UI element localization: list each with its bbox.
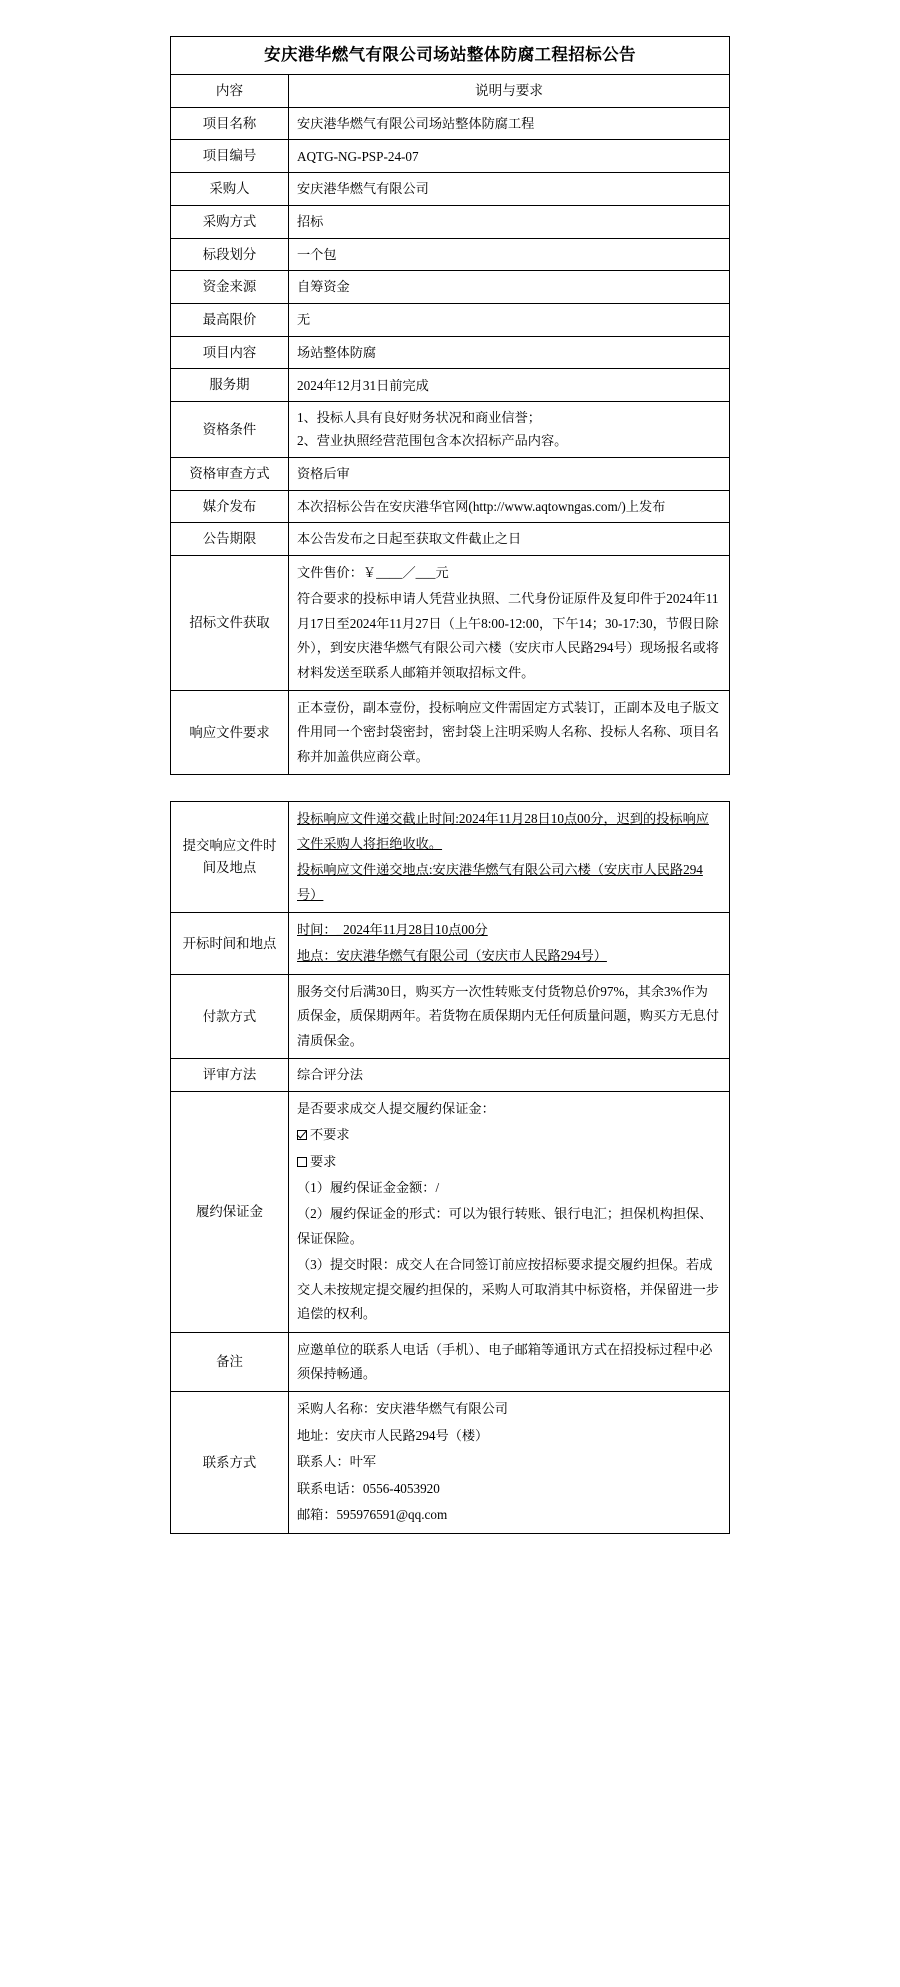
row-label: 采购方式 — [171, 205, 289, 238]
row-value — [289, 1332, 730, 1392]
row-value — [289, 802, 730, 913]
value-line: 应邀单位的联系人电话（手机）、电子邮箱等通讯方式在招投标过程中必须保持畅通。 — [297, 1341, 713, 1382]
row-value — [289, 402, 730, 458]
row-value — [289, 974, 730, 1058]
row-label: 开标时间和地点 — [171, 912, 289, 974]
row-label: 公告期限 — [171, 523, 289, 556]
table-row — [171, 912, 730, 974]
row-label: 联系方式 — [171, 1392, 289, 1533]
row-value: 自筹资金 — [289, 271, 730, 304]
announcement-table-part1 — [170, 36, 730, 775]
value-line — [297, 807, 721, 856]
value-line: （1）履约保证金金额：/ — [297, 1180, 440, 1196]
underlined-text: 地点：安庆港华燃气有限公司（安庆市人民路294号） — [297, 948, 607, 964]
table-header-row — [171, 74, 730, 107]
row-label: 提交响应文件时间及地点 — [171, 802, 289, 913]
row-value: 安庆港华燃气有限公司 — [289, 173, 730, 206]
value-line: 邮箱：595976591@qq.com — [297, 1507, 448, 1523]
table-gap-divider — [70, 775, 830, 801]
row-label: 资格条件 — [171, 402, 289, 458]
row-label: 采购人 — [171, 173, 289, 206]
value-line: 联系人：叶军 — [297, 1454, 377, 1470]
page-title: 安庆港华燃气有限公司场站整体防腐工程招标公告 — [171, 37, 730, 75]
row-value: 本公告发布之日起至获取文件截止之日 — [289, 523, 730, 556]
table-row — [171, 238, 730, 271]
value-line: 地址：安庆市人民路294号（楼） — [297, 1427, 489, 1443]
value-line: 文件售价：￥____／___元 — [297, 564, 449, 580]
table-row — [171, 107, 730, 140]
value-line: 要求 — [297, 1150, 721, 1174]
table-row — [171, 336, 730, 369]
row-label: 备注 — [171, 1332, 289, 1392]
table-row — [171, 1091, 730, 1332]
row-value: 综合评分法 — [289, 1059, 730, 1092]
table-row — [171, 271, 730, 304]
row-label: 评审方法 — [171, 1059, 289, 1092]
row-value: 无 — [289, 303, 730, 336]
value-line: 符合要求的投标申请人凭营业执照、二代身份证原件及复印件于2024年11月17日至2024年11月27日（上午8:00-12:00，下午14；30-17:30，节假日除外），到安庆港华燃气有限公司六楼（安庆市人民路294号）现场报名或将材料发送至联系人邮箱并领取招标文件。 — [297, 591, 719, 680]
table-row — [171, 402, 730, 458]
row-value: 安庆港华燃气有限公司场站整体防腐工程 — [289, 107, 730, 140]
row-value — [289, 691, 730, 775]
table-row — [171, 490, 730, 523]
row-label: 资金来源 — [171, 271, 289, 304]
table-row — [171, 205, 730, 238]
column-header-description: 说明与要求 — [289, 74, 730, 107]
row-value: 招标 — [289, 205, 730, 238]
table-row — [171, 140, 730, 173]
table-row — [171, 523, 730, 556]
row-value: 2024年12月31日前完成 — [289, 369, 730, 402]
column-header-content: 内容 — [171, 74, 289, 107]
value-line: （2）履约保证金的形式：可以为银行转账、银行电汇；担保机构担保、保证保险。 — [297, 1206, 713, 1246]
row-label: 付款方式 — [171, 974, 289, 1058]
value-line: 正本壹份，副本壹份，投标响应文件需固定方式装订，正副本及电子版文件用同一个密封袋密封，密封袋上注明采购人名称、投标人名称、项目名称并加盖供应商公章。 — [297, 700, 719, 764]
table-row — [171, 1332, 730, 1392]
value-line: 联系电话：0556-4053920 — [297, 1480, 440, 1496]
row-label: 项目内容 — [171, 336, 289, 369]
row-value — [289, 1392, 730, 1533]
row-label: 服务期 — [171, 369, 289, 402]
value-line: 采购人名称：安庆港华燃气有限公司 — [297, 1401, 508, 1417]
table-row-title — [171, 37, 730, 75]
table-row — [171, 1392, 730, 1533]
row-label: 资格审查方式 — [171, 457, 289, 490]
table-row — [171, 457, 730, 490]
underlined-text: 投标响应文件递交地点:安庆港华燃气有限公司六楼（安庆市人民路294号） — [297, 862, 703, 902]
value-line: 1、投标人具有良好财务状况和商业信誉； — [297, 410, 541, 426]
value-line — [297, 858, 721, 907]
value-line: （3）提交时限：成交人在合同签订前应按招标要求提交履约担保。若成交人未按规定提交履约担保的，采购人可取消其中标资格，并保留进一步追偿的权利。 — [297, 1257, 719, 1322]
row-value: 一个包 — [289, 238, 730, 271]
row-label: 响应文件要求 — [171, 691, 289, 775]
value-line — [297, 944, 721, 968]
value-line — [297, 918, 721, 942]
row-label: 最高限价 — [171, 303, 289, 336]
value-line: 是否要求成交人提交履约保证金： — [297, 1100, 495, 1116]
underlined-text: 时间：_2024年11月28日10点00分 — [297, 921, 488, 937]
table-row — [171, 369, 730, 402]
row-label: 项目编号 — [171, 140, 289, 173]
table-row — [171, 1059, 730, 1092]
row-value — [289, 1091, 730, 1332]
row-value: 场站整体防腐 — [289, 336, 730, 369]
table-row — [171, 974, 730, 1058]
row-value: 资格后审 — [289, 457, 730, 490]
table-row — [171, 303, 730, 336]
row-label: 标段划分 — [171, 238, 289, 271]
value-line: 不要求 — [297, 1123, 721, 1147]
underlined-text: 投标响应文件递交截止时间:2024年11月28日10点00分，迟到的投标响应文件采购人将拒绝收收。 — [297, 811, 709, 851]
table-row — [171, 802, 730, 913]
row-label: 履约保证金 — [171, 1091, 289, 1332]
row-label: 项目名称 — [171, 107, 289, 140]
checkbox-checked[interactable] — [297, 1130, 307, 1140]
row-label: 媒介发布 — [171, 490, 289, 523]
value-line: 服务交付后满30日，购买方一次性转账支付货物总价97%，其余3%作为质保金，质保期两年。若货物在质保期内无任何质量问题，购买方无息付清质保金。 — [297, 983, 719, 1048]
row-value: AQTG-NG-PSP-24-07 — [289, 140, 730, 173]
table-row — [171, 555, 730, 690]
row-value — [289, 555, 730, 690]
row-label: 招标文件获取 — [171, 555, 289, 690]
announcement-table-part2 — [170, 801, 730, 1533]
checkbox-unchecked[interactable] — [297, 1157, 307, 1167]
table-row — [171, 691, 730, 775]
value-line: 2、营业执照经营范围包含本次招标产品内容。 — [297, 433, 568, 449]
row-value — [289, 912, 730, 974]
row-value: 本次招标公告在安庆港华官网(http://www.aqtowngas.com/)上发布 — [289, 490, 730, 523]
table-row — [171, 173, 730, 206]
